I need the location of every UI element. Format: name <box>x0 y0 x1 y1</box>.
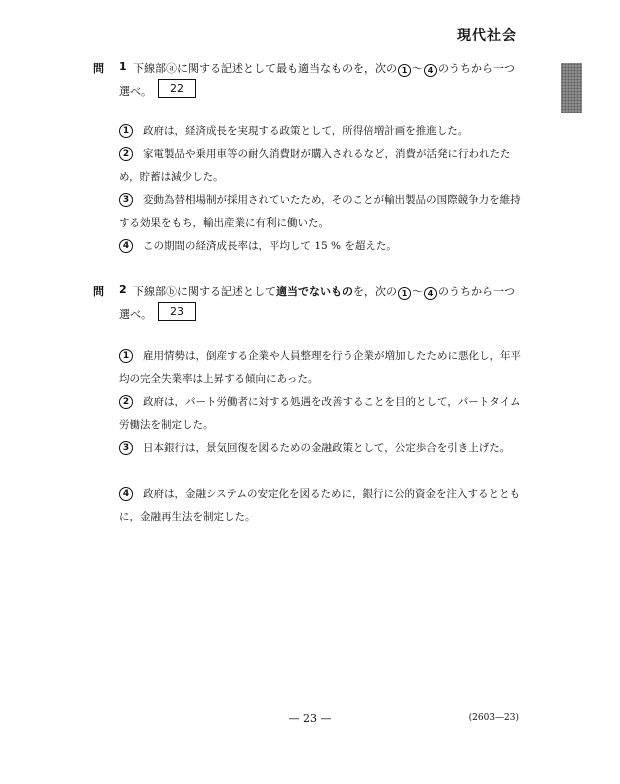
question-text <box>133 283 533 300</box>
range-separator: 〜 <box>412 285 423 298</box>
option-1 <box>119 120 524 143</box>
option-text: 家電製品や乗用車等の耐久消費財が購入されるなど，消費が活発に行われたため，貯蓄は減少した。 <box>119 148 511 183</box>
option-2 <box>119 391 524 436</box>
range-separator: 〜 <box>412 62 423 75</box>
question-text-after: のうちから一つ <box>438 62 515 75</box>
question-text-before: 下線部ⓐに関する記述として最も適当なものを，次の <box>133 62 397 75</box>
option-3 <box>119 437 524 460</box>
answer-number-box: 23 <box>158 302 196 321</box>
option-text: 政府は，経済成長を実現する政策として，所得倍増計画を推進した。 <box>143 125 469 137</box>
question-number: 1 <box>119 60 127 73</box>
option-marker: 3 <box>119 193 133 207</box>
range-to-marker: 4 <box>424 64 437 77</box>
option-text: 変動為替相場制が採用されていたため，そのことが輸出製品の国際競争力を維持する効果をもち，輸出産業に有利に働いた。 <box>119 194 521 229</box>
question-text-after: のうちから一つ <box>438 285 515 298</box>
range-from-marker: 1 <box>398 64 411 77</box>
question-label <box>93 283 127 299</box>
option-marker: 4 <box>119 487 133 501</box>
option-text: 雇用情勢は，倒産する企業や人員整理を行う企業が増加したために悪化し，年平均の完全失業率は上昇する傾向にあった。 <box>119 350 521 385</box>
option-text: 政府は，パート労働者に対する処遇を改善することを目的として，パートタイム労働法を制定した。 <box>119 396 521 431</box>
question-label-text: 問 <box>93 285 104 298</box>
option-4 <box>119 235 524 258</box>
option-marker: 2 <box>119 395 133 409</box>
question-text-mid: を，次の <box>353 285 397 298</box>
option-text: 政府は，金融システムの安定化を図るために，銀行に公的資金を注入するとともに，金融再生法を制定した。 <box>119 488 520 523</box>
range-from-marker: 1 <box>398 287 411 300</box>
option-4 <box>119 483 524 528</box>
option-marker: 2 <box>119 147 133 161</box>
option-marker: 1 <box>119 349 133 363</box>
question-label <box>93 60 127 76</box>
option-marker: 4 <box>119 239 133 253</box>
range-to-marker: 4 <box>424 287 437 300</box>
question-number: 2 <box>119 283 127 296</box>
question-text-before: 下線部ⓑに関する記述として <box>133 285 276 298</box>
question-label-text: 問 <box>93 62 104 75</box>
page-number: — 23 — <box>288 712 332 725</box>
question-text-line2: 選べ。 <box>119 85 152 98</box>
exam-code: (2603—23) <box>468 713 519 723</box>
option-1 <box>119 345 524 390</box>
option-3 <box>119 189 524 234</box>
option-2 <box>119 143 524 188</box>
option-marker: 3 <box>119 441 133 455</box>
option-text: 日本銀行は，景気回復を図るための金融政策として，公定歩合を引き上げた。 <box>143 442 511 454</box>
option-text: この期間の経済成長率は，平均して 15 % を超えた。 <box>143 240 397 252</box>
option-marker: 1 <box>119 124 133 138</box>
answer-number-box: 22 <box>158 79 196 98</box>
question-text <box>133 60 533 77</box>
question-text-line2: 選べ。 <box>119 308 152 321</box>
question-emphasis: 適当でないもの <box>276 285 353 298</box>
side-index-tab <box>561 63 582 113</box>
subject-title: 現代社会 <box>457 28 517 44</box>
